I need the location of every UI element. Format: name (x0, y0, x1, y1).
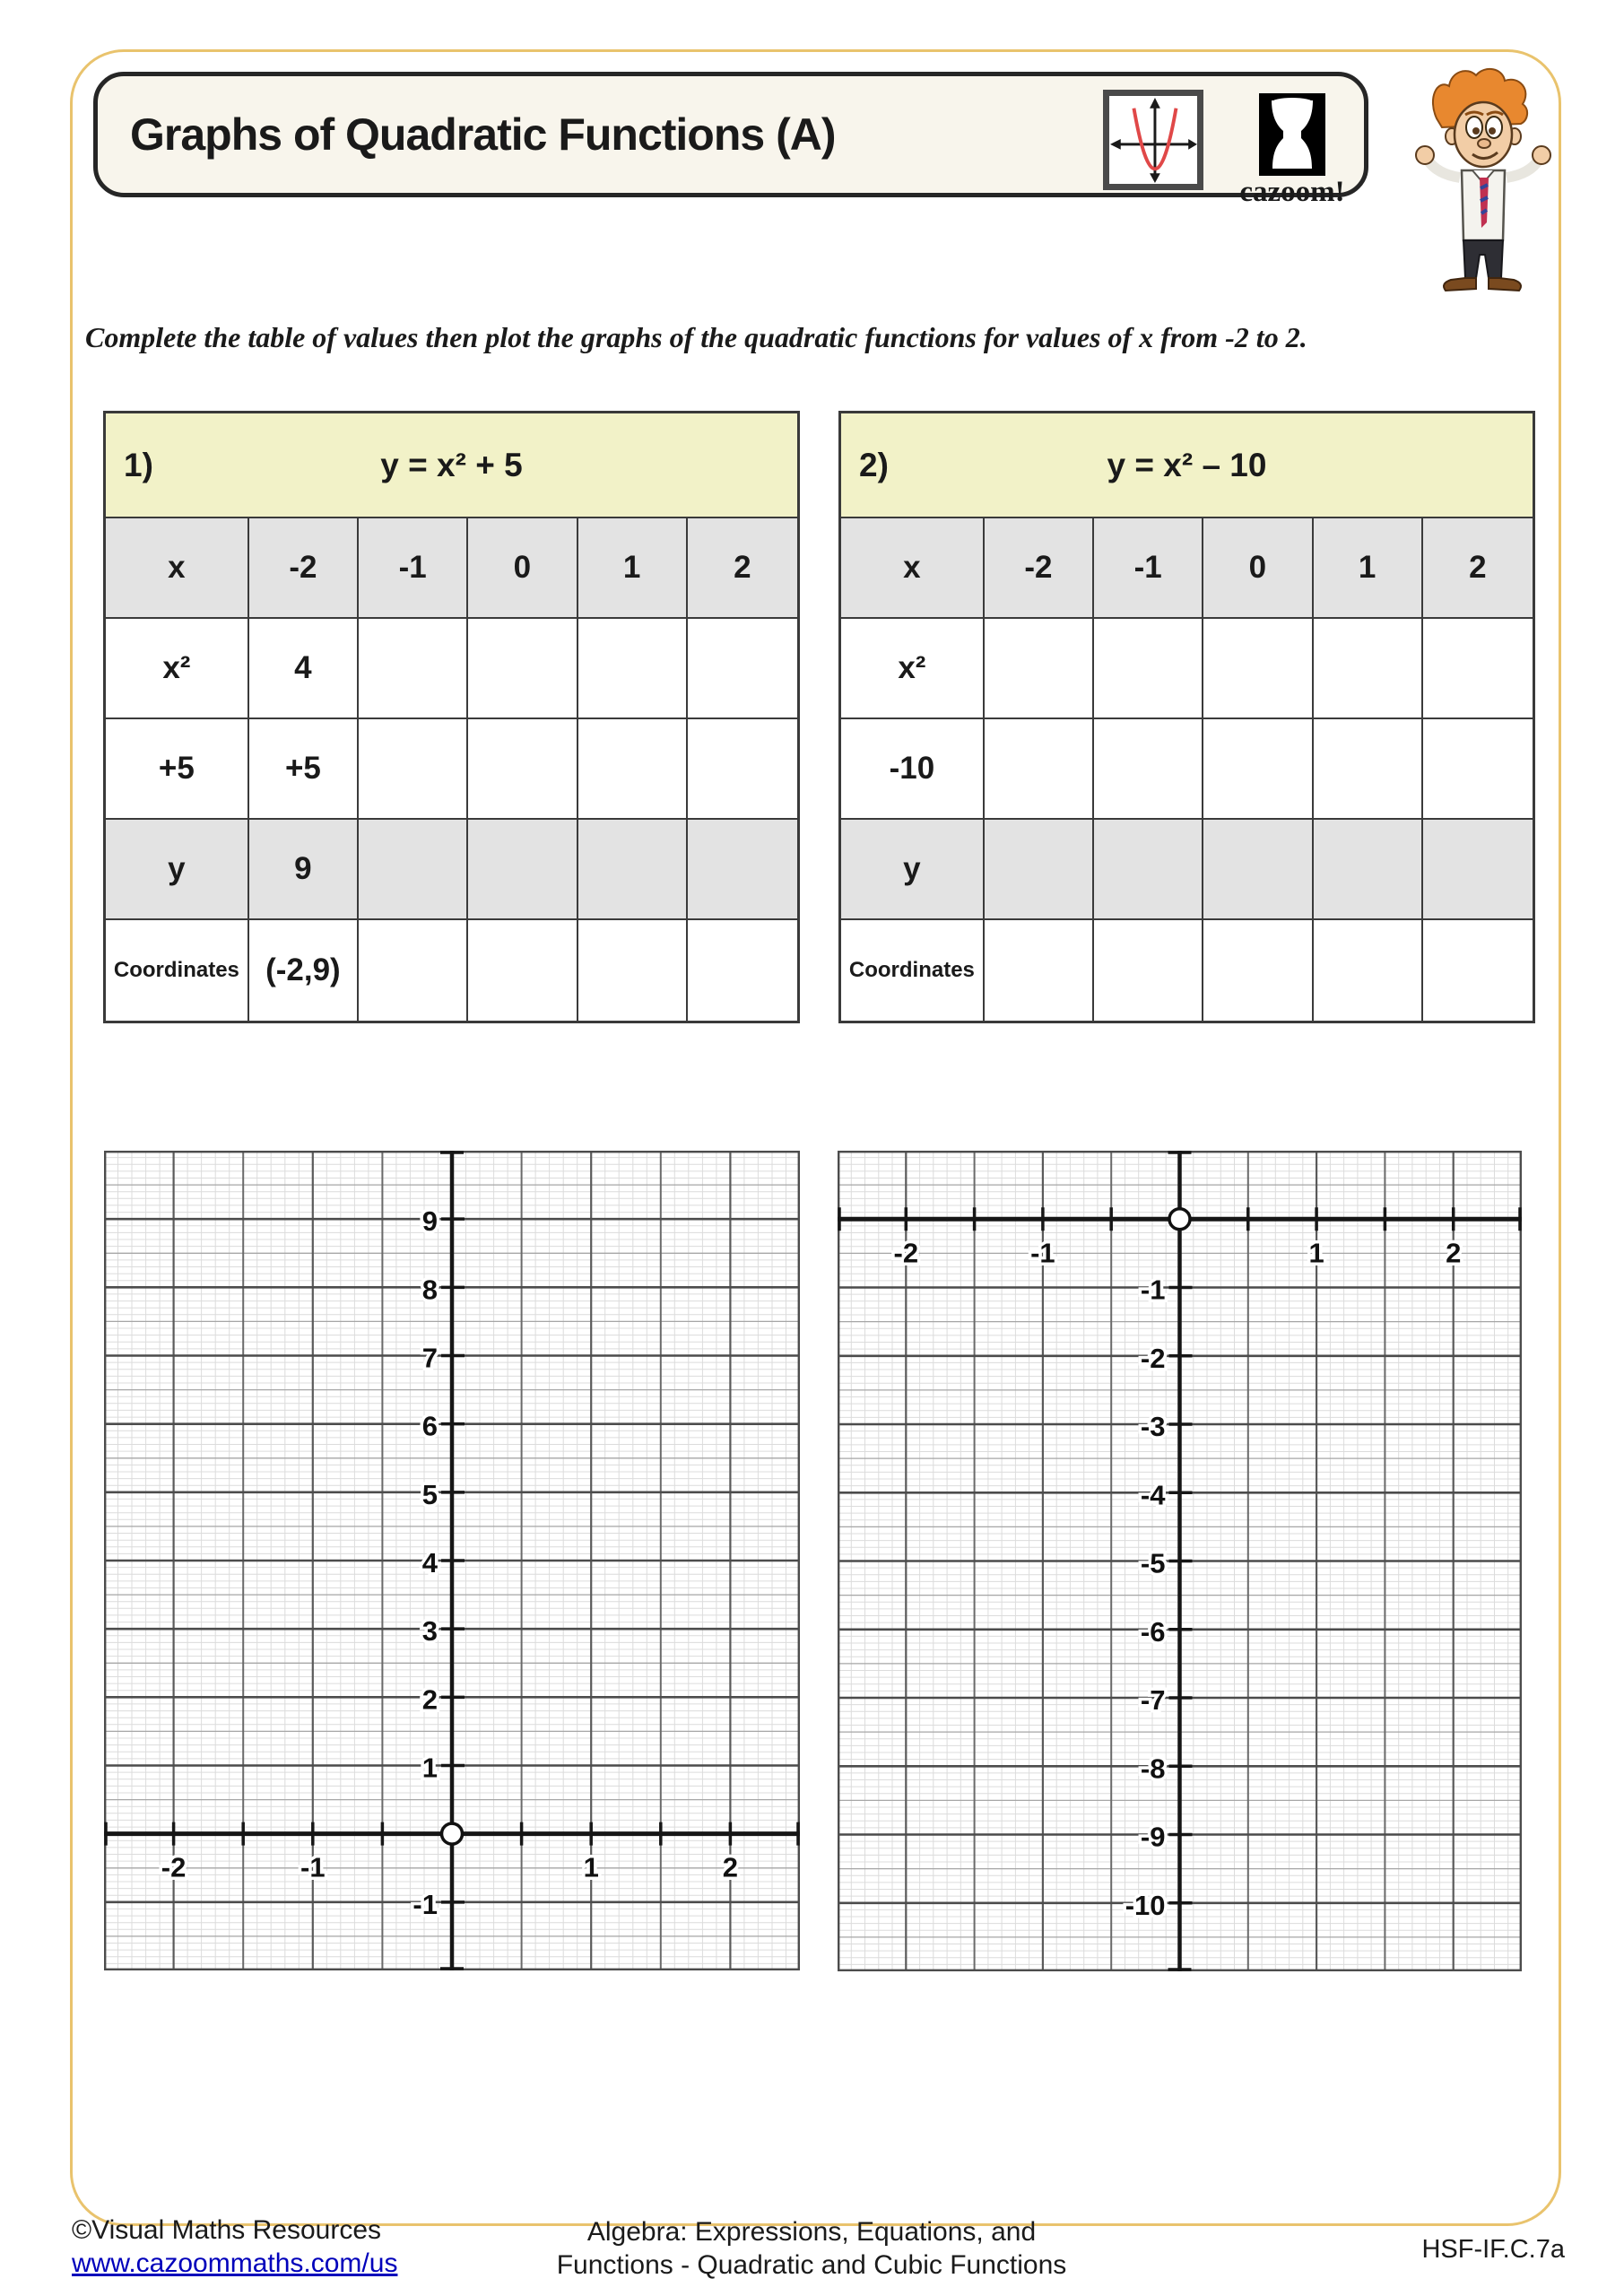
equation-label: y = x² + 5 (380, 446, 523, 483)
axis-tick-label: -6 (1140, 1615, 1166, 1648)
axis-tick-label: -5 (1140, 1547, 1166, 1579)
coordinate-grid-2[interactable] (838, 1151, 1522, 1971)
axis-tick-label: 2 (722, 1851, 739, 1883)
value-cell: +5 (249, 719, 359, 820)
origin-marker (1169, 1209, 1190, 1230)
value-cell: -2 (985, 518, 1094, 619)
answer-cell-empty[interactable] (1423, 719, 1533, 820)
category-line-2: Functions - Quadratic and Cubic Functions (556, 2250, 1067, 2280)
answer-cell-empty[interactable] (578, 719, 688, 820)
answer-cell-empty[interactable] (1314, 820, 1423, 920)
answer-cell-empty[interactable] (578, 619, 688, 719)
row-label: x (841, 518, 985, 619)
table-row (106, 619, 797, 719)
row-label: x² (841, 619, 985, 719)
table-row (841, 920, 1533, 1021)
question-number: 2) (859, 446, 889, 483)
answer-cell-empty[interactable] (359, 619, 468, 719)
axis-tick-label: 2 (1446, 1237, 1462, 1269)
value-cell: -2 (249, 518, 359, 619)
value-cell: 2 (1423, 518, 1533, 619)
axis-tick-label: 2 (421, 1683, 438, 1716)
row-label: y (106, 820, 249, 920)
footer-category (408, 2215, 1215, 2282)
table-2-body (841, 518, 1533, 1021)
cazoom-wordmark: cazoom! (1239, 176, 1345, 208)
table-1 (103, 411, 800, 1023)
axis-tick-label: 1 (421, 1752, 438, 1784)
answer-cell-empty[interactable] (985, 719, 1094, 820)
axis-tick-label: -10 (1125, 1889, 1166, 1921)
origin-marker (442, 1823, 463, 1844)
answer-cell-empty[interactable] (359, 920, 468, 1021)
table-row (106, 719, 797, 820)
answer-cell-empty[interactable] (1094, 920, 1203, 1021)
axis-tick-label: 5 (421, 1478, 438, 1510)
answer-cell-empty[interactable] (688, 820, 797, 920)
axis-tick-label: 1 (1308, 1237, 1324, 1269)
row-label: -10 (841, 719, 985, 820)
axis-tick-label: -7 (1140, 1684, 1166, 1716)
mascot-character (1410, 63, 1553, 310)
answer-cell-empty[interactable] (1094, 619, 1203, 719)
value-cell: 1 (578, 518, 688, 619)
value-cell: 0 (468, 518, 578, 619)
answer-cell-empty[interactable] (985, 920, 1094, 1021)
page-title: Graphs of Quadratic Functions (A) (130, 109, 836, 160)
axis-tick-label: -1 (413, 1888, 438, 1920)
axis-tick-label: 8 (421, 1274, 438, 1306)
answer-cell-empty[interactable] (1203, 619, 1313, 719)
table-row (841, 820, 1533, 920)
coordinate-grid-1[interactable] (104, 1151, 800, 1970)
table-1-caption (106, 413, 797, 518)
axis-tick-label: 6 (421, 1410, 438, 1442)
axis-tick-label: -1 (1030, 1237, 1055, 1269)
row-label: x (106, 518, 249, 619)
axis-tick-label: 7 (421, 1342, 438, 1374)
row-label: Coordinates (106, 920, 249, 1021)
question-number: 1) (124, 446, 153, 483)
answer-cell-empty[interactable] (1314, 619, 1423, 719)
row-label: x² (106, 619, 249, 719)
answer-cell-empty[interactable] (578, 820, 688, 920)
table-row (106, 920, 797, 1021)
value-cell: 4 (249, 619, 359, 719)
value-cell: 9 (249, 820, 359, 920)
axis-tick-label: 1 (583, 1851, 599, 1883)
value-cell: 2 (688, 518, 797, 619)
table-row (841, 719, 1533, 820)
value-cell: -1 (359, 518, 468, 619)
cazoom-link[interactable]: www.cazoommaths.com/us (72, 2248, 398, 2278)
axis-tick-label: -9 (1140, 1821, 1166, 1853)
value-cell: (-2,9) (249, 920, 359, 1021)
axis-tick-label: -4 (1140, 1479, 1166, 1511)
answer-cell-empty[interactable] (1203, 920, 1313, 1021)
equation-label: y = x² – 10 (1107, 446, 1267, 483)
drum-icon (1259, 93, 1325, 176)
answer-cell-empty[interactable] (468, 820, 578, 920)
answer-cell-empty[interactable] (688, 619, 797, 719)
answer-cell-empty[interactable] (1314, 920, 1423, 1021)
axis-tick-label: -2 (161, 1851, 187, 1883)
axis-tick-label: -1 (1140, 1274, 1166, 1306)
standard-code: HSF-IF.C.7a (1421, 2235, 1565, 2264)
answer-cell-empty[interactable] (359, 820, 468, 920)
value-cell: 0 (1203, 518, 1313, 619)
row-label: y (841, 820, 985, 920)
table-2-caption (841, 413, 1533, 518)
table-row (106, 820, 797, 920)
axis-tick-label: -1 (300, 1851, 326, 1883)
instruction-text: Complete the table of values then plot the graphs of the quadratic functions for values of x from -2 to 2. (85, 321, 1307, 353)
answer-cell-empty[interactable] (468, 619, 578, 719)
answer-cell-empty[interactable] (1423, 920, 1533, 1021)
row-label: Coordinates (841, 920, 985, 1021)
answer-cell-empty[interactable] (1423, 820, 1533, 920)
answer-cell-empty[interactable] (1094, 719, 1203, 820)
answer-cell-empty[interactable] (1094, 820, 1203, 920)
answer-cell-empty[interactable] (468, 719, 578, 820)
table-row (841, 619, 1533, 719)
axis-tick-label: -8 (1140, 1752, 1166, 1785)
axis-tick-label: 4 (421, 1547, 438, 1578)
answer-cell-empty[interactable] (1203, 719, 1313, 820)
value-cell: 1 (1314, 518, 1423, 619)
axis-tick-label: -2 (893, 1237, 919, 1269)
answer-cell-empty[interactable] (578, 920, 688, 1021)
answer-cell-empty[interactable] (468, 920, 578, 1021)
footer-credit (72, 2213, 397, 2280)
answer-cell-empty[interactable] (1423, 619, 1533, 719)
table-1-body (106, 518, 797, 1021)
category-line-1: Algebra: Expressions, Equations, and (586, 2217, 1037, 2247)
cazoom-logo (1225, 93, 1359, 219)
table-2 (838, 411, 1535, 1023)
axis-tick-label: -2 (1140, 1342, 1166, 1374)
axis-tick-label: 9 (421, 1205, 438, 1238)
answer-cell-empty[interactable] (688, 920, 797, 1021)
row-label: +5 (106, 719, 249, 820)
answer-cell-empty[interactable] (985, 619, 1094, 719)
answer-cell-empty[interactable] (688, 719, 797, 820)
table-row (106, 518, 797, 619)
answer-cell-empty[interactable] (1203, 820, 1313, 920)
axis-tick-label: -3 (1140, 1411, 1166, 1442)
copyright-text: ©Visual Maths Resources (72, 2215, 382, 2245)
parabola-icon (1103, 90, 1203, 190)
answer-cell-empty[interactable] (359, 719, 468, 820)
answer-cell-empty[interactable] (1314, 719, 1423, 820)
table-row (841, 518, 1533, 619)
answer-cell-empty[interactable] (985, 820, 1094, 920)
axis-tick-label: 3 (421, 1615, 438, 1648)
value-cell: -1 (1094, 518, 1203, 619)
